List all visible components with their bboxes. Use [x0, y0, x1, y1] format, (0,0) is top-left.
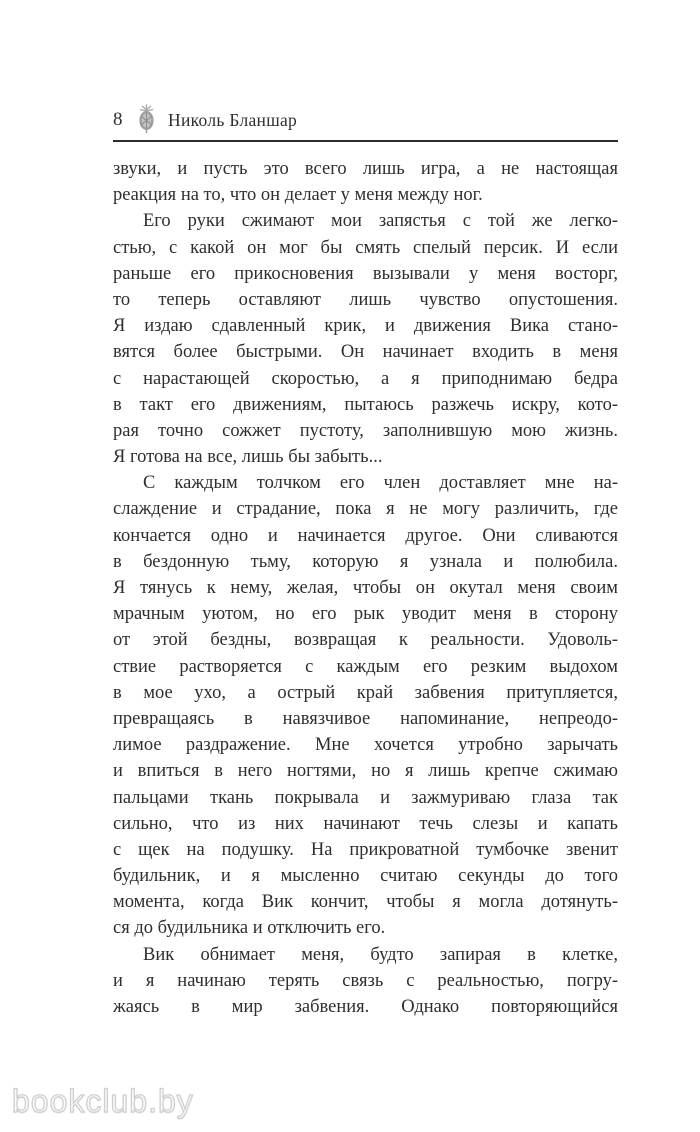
text-line: с щек на подушку. На прикроватной тумбочке звенит — [113, 839, 618, 860]
text-line: сильно, что из них начинают течь слезы и капать — [113, 813, 618, 834]
page-number: 8 — [113, 109, 123, 130]
text-line: Я готова на все, лишь бы забыть... — [113, 447, 383, 468]
text-line: от этой бездны, возвращая к реальности. Удоволь- — [113, 630, 618, 651]
text-line: рая точно сожжет пустоту, заполнившую мою жизнь. — [113, 420, 618, 441]
text-line: в такт его движениям, пытаюсь разжечь искру, кото- — [113, 394, 618, 415]
text-line: с нарастающей скоростью, а я приподнимаю бедра — [113, 368, 618, 389]
text-line: и я начинаю терять связь с реальностью, погру- — [113, 970, 618, 991]
text-line: Я издаю сдавленный крик, и движения Вика стано- — [113, 316, 618, 337]
text-line: реакция на то, что он делает у меня между ног. — [113, 185, 483, 206]
text-line: превращаясь в навязчивое напоминание, непреодо- — [113, 708, 618, 729]
text-line: Его руки сжимают мои запястья с той же легко- — [143, 211, 618, 232]
text-line: в бездонную тьму, которую я узнала и полюбила. — [113, 551, 618, 572]
text-line: то теперь оставляют лишь чувство опустошения. — [113, 289, 618, 310]
thistle-ornament-icon — [135, 103, 158, 134]
text-line: звуки, и пусть это всего лишь игра, а не настоящая — [113, 159, 618, 179]
text-line: кончается одно и начинается другое. Они сливаются — [113, 525, 618, 546]
text-line: Я тянусь к нему, желая, чтобы он окутал меня своим — [113, 578, 618, 598]
text-line: ствие растворяется с каждым его резким выдохом — [113, 656, 618, 677]
text-line: и впиться в него ногтями, но я лишь крепче сжимаю — [113, 761, 618, 782]
text-line: пальцами ткань покрывала и зажмуриваю глаза так — [113, 787, 618, 808]
text-line: Вик обнимает меня, будто запирая в клетке, — [143, 944, 618, 965]
text-line: момента, когда Вик кончит, чтобы я могла дотянуть- — [113, 892, 618, 913]
page-header — [113, 103, 618, 137]
text-line: ся до будильника и отключить его. — [113, 918, 386, 939]
text-line: вятся более быстрыми. Он начинает входить в меня — [113, 342, 618, 363]
header-rule — [113, 140, 618, 142]
text-line: стью, с какой он мог бы смять спелый персик. И если — [113, 237, 618, 258]
text-line: будильник, и я мысленно считаю секунды до того — [113, 866, 618, 887]
text-line: мрачным уютом, но его рык уводит меня в сторону — [113, 604, 618, 625]
body-text — [113, 156, 618, 1020]
text-line: жаясь в мир забвения. Однако повторяющийся — [113, 997, 618, 1017]
text-line: слаждение и страдание, пока я не могу различить, где — [113, 499, 618, 520]
text-line: раньше его прикосновения вызывали у меня восторг, — [113, 263, 618, 284]
text-line: С каждым толчком его член доставляет мне на- — [143, 473, 618, 494]
text-line: лимое раздражение. Мне хочется утробно зарычать — [113, 735, 618, 756]
author-name: Николь Бланшар — [168, 109, 298, 130]
text-line: в мое ухо, а острый край забвения притупляется, — [113, 682, 618, 703]
watermark-bookclub: bookclub.by — [12, 1083, 194, 1119]
